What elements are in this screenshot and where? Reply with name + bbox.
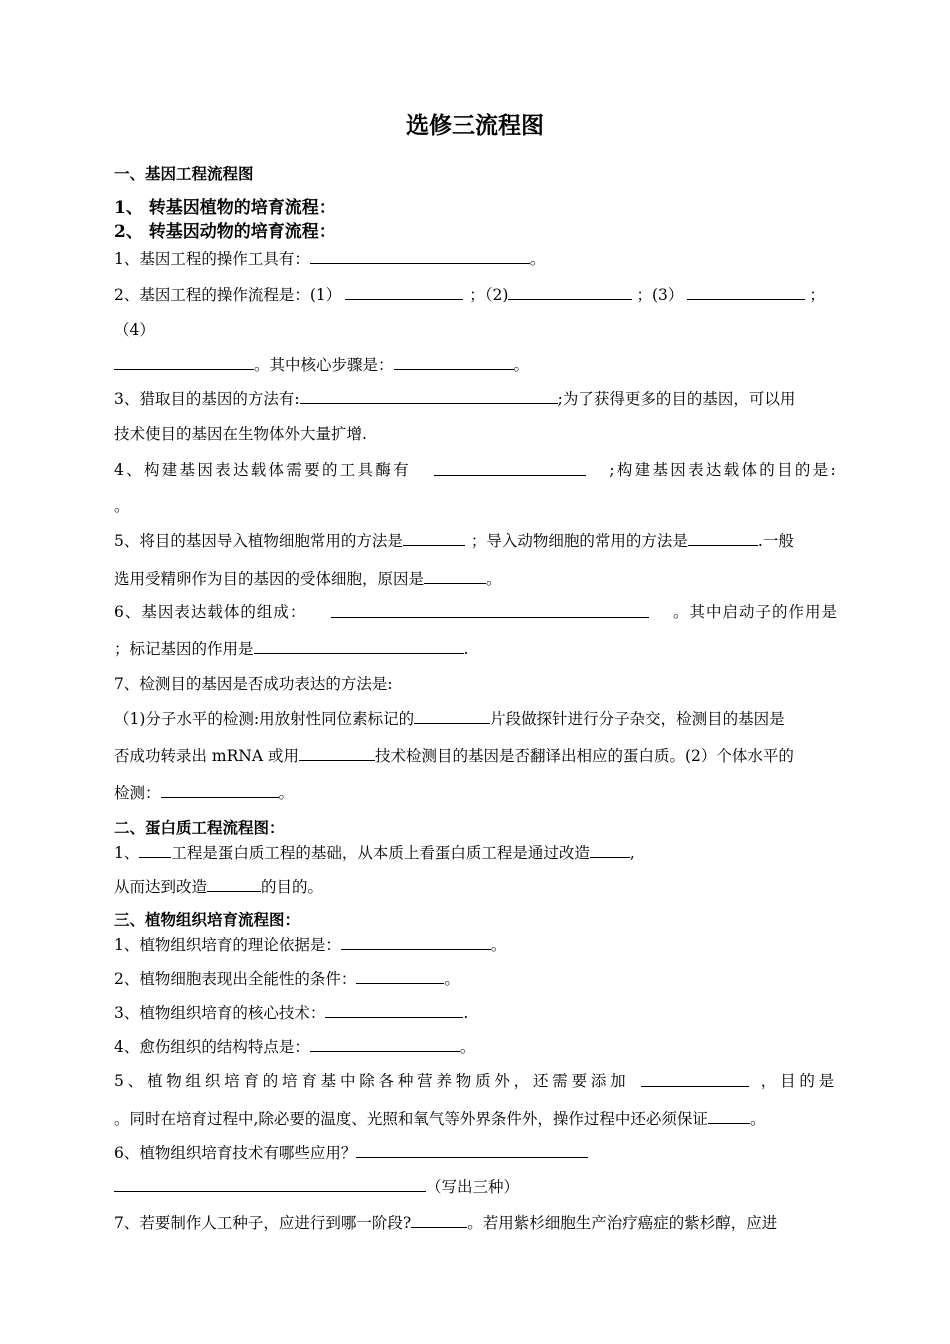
answer-blank — [207, 876, 261, 892]
question-text: 3、植物组织培育的核心技术： — [114, 1004, 326, 1022]
question-4 — [114, 460, 838, 480]
question-text: ；（2) — [469, 286, 509, 304]
answer-blank — [161, 782, 279, 798]
question-text: 1、植物组织培育的理论依据是： — [114, 936, 341, 954]
question-2-line-2: （4） — [114, 321, 155, 339]
question-text: 1、基因工程的操作工具有： — [114, 250, 310, 268]
answer-blank — [325, 1002, 463, 1018]
question-7-line-3 — [114, 745, 838, 766]
answer-blank — [508, 284, 632, 300]
answer-blank — [641, 1071, 749, 1087]
question-text: 检测： — [114, 784, 161, 802]
question-text: 片段做探针进行分子杂交，检测目的基因是 — [490, 710, 785, 728]
punctuation: 。 — [459, 1038, 476, 1056]
punctuation: . — [463, 640, 469, 658]
question-text: （1)分子水平的检测:用放射性同位素标记的 — [114, 710, 415, 728]
plant-question-2 — [114, 968, 838, 989]
answer-blank — [688, 530, 758, 546]
question-text: 。其中启动子的作用是 — [672, 603, 838, 621]
plant-question-3 — [114, 1002, 838, 1023]
section-heading-plant-tissue-culture: 三、植物组织培育流程图： — [114, 910, 301, 929]
answer-blank — [708, 1108, 750, 1124]
punctuation: , — [629, 844, 635, 862]
plant-question-5-line-2 — [114, 1108, 838, 1129]
punctuation: 。 — [513, 356, 530, 374]
question-text: 工程是蛋白质工程的基础，从本质上看蛋白质工程是通过改造 — [171, 844, 590, 862]
question-text: 5、将目的基因导入植物细胞常用的方法是 — [114, 532, 403, 550]
answer-blank — [331, 602, 649, 618]
question-text: ;构建基因表达载体的目的是: — [609, 461, 838, 479]
answer-blank — [114, 354, 254, 370]
question-text: ；(3） — [636, 286, 684, 304]
answer-blank — [341, 934, 491, 950]
subheading-transgenic-animal: 2、 转基因动物的培育流程： — [114, 222, 336, 242]
question-5-line-2 — [114, 568, 838, 589]
question-1 — [114, 248, 838, 269]
question-text: 3、猎取目的基因的方法有: — [114, 390, 300, 408]
question-2 — [114, 284, 838, 305]
punctuation: 。 — [490, 936, 507, 954]
answer-blank — [414, 708, 490, 724]
question-text: 。若用紫杉细胞生产治疗癌症的紫杉醇，应进 — [467, 1214, 778, 1232]
answer-blank — [114, 1176, 426, 1192]
question-text: 从而达到改造 — [114, 878, 208, 896]
protein-question-1 — [114, 842, 838, 863]
question-6 — [114, 602, 838, 622]
question-text: 5、植物组织培育的培育基中除各种营养物质外，还需要添加 — [114, 1072, 630, 1090]
subheading-transgenic-plant: 1、 转基因植物的培育流程： — [114, 198, 336, 218]
question-3 — [114, 388, 838, 409]
section-heading-gene-engineering: 一、基因工程流程图 — [114, 164, 254, 183]
page-title: 选修三流程图 — [406, 112, 544, 139]
question-text: 4、构建基因表达载体需要的工具酶有 — [114, 461, 411, 479]
question-text: 。其中核心步骤是： — [254, 356, 394, 374]
plant-question-5 — [114, 1071, 838, 1091]
question-text: ；导入动物细胞的常用的方法是 — [470, 532, 688, 550]
punctuation: . — [463, 1004, 469, 1022]
question-text: 。同时在培育过程中,除必要的温度、光照和氧气等外界条件外，操作过程中还必须保证 — [114, 1110, 708, 1128]
question-text: 1、 — [114, 844, 140, 862]
question-4-line-2: 。 — [114, 497, 130, 515]
question-text: .一般 — [757, 532, 794, 550]
question-7-line-2 — [114, 708, 838, 729]
answer-blank — [590, 842, 630, 858]
punctuation: 。 — [278, 784, 295, 802]
question-text: 2、基因工程的操作流程是：(1） — [114, 286, 342, 304]
plant-question-7 — [114, 1212, 838, 1233]
question-text: 7、若要制作人工种子，应进行到哪一阶段? — [114, 1214, 412, 1232]
answer-blank — [403, 530, 465, 546]
section-heading-protein-engineering: 二、蛋白质工程流程图： — [114, 818, 285, 837]
punctuation: 。 — [444, 970, 460, 988]
question-6-line-2 — [114, 638, 838, 659]
question-text: 6、基因表达载体的组成： — [114, 603, 307, 621]
answer-blank — [356, 968, 444, 984]
answer-blank — [299, 745, 375, 761]
question-7: 7、检测目的基因是否成功表达的方法是: — [114, 675, 393, 693]
question-5 — [114, 530, 838, 551]
question-text: 技术检测目的基因是否翻译出相应的蛋白质。(2）个体水平的 — [374, 747, 794, 765]
protein-question-1-line-2 — [114, 876, 838, 897]
plant-question-1 — [114, 934, 838, 955]
answer-blank — [411, 1212, 467, 1228]
punctuation: 。 — [749, 1110, 766, 1128]
answer-blank — [254, 638, 464, 654]
question-3-line-2: 技术使目的基因在生物体外大量扩增. — [114, 425, 367, 443]
question-text: 的目的。 — [261, 878, 324, 896]
answer-blank — [687, 284, 805, 300]
answer-blank — [310, 1036, 460, 1052]
answer-blank — [424, 568, 486, 584]
answer-blank — [139, 842, 171, 858]
question-text: ，目的是 — [760, 1072, 838, 1090]
plant-question-6-line-2 — [114, 1176, 838, 1197]
answer-blank — [356, 1142, 588, 1158]
punctuation: 。 — [486, 570, 502, 588]
plant-question-4 — [114, 1036, 838, 1057]
question-text: 6、植物组织培育技术有哪些应用？ — [114, 1144, 357, 1162]
answer-blank — [345, 284, 463, 300]
question-text: 4、愈伤组织的结构特点是： — [114, 1038, 310, 1056]
plant-question-6 — [114, 1142, 838, 1163]
question-text: 选用受精卵作为目的基因的受体细胞，原因是 — [114, 570, 425, 588]
punctuation: ； — [809, 286, 825, 304]
answer-blank — [300, 388, 558, 404]
answer-blank — [394, 354, 514, 370]
question-text: ；标记基因的作用是 — [114, 640, 254, 658]
question-2-line-3 — [114, 354, 838, 375]
question-text: ;为了获得更多的目的基因，可以用 — [557, 390, 796, 408]
question-7-line-4 — [114, 782, 838, 803]
question-text: 否成功转录出 mRNA 或用 — [114, 747, 299, 765]
answer-blank — [310, 248, 530, 264]
question-text: 2、植物细胞表现出全能性的条件： — [114, 970, 357, 988]
answer-blank — [434, 460, 586, 476]
question-text: （写出三种） — [426, 1178, 520, 1196]
punctuation: 。 — [529, 250, 546, 268]
